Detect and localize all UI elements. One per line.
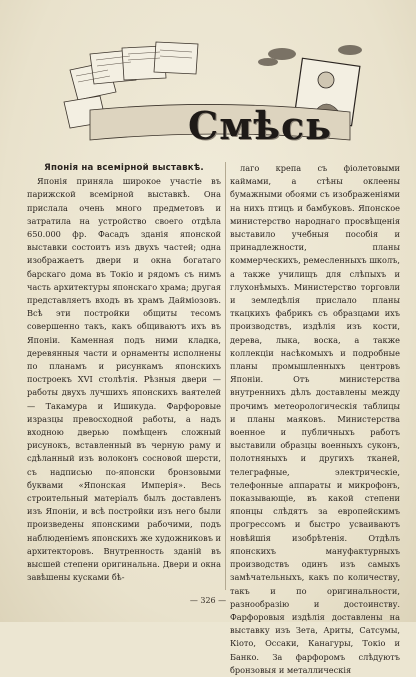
- right-column-text: лаго крепа съ фіолетовыми каймами, а стѣны оклеены бумажными обоями съ изображеніями на нихъ птицъ и бамбуковъ. Японское министерство народнаго просвѣщенія выставило учебныя пособія и принадлежности, планы коммерческихъ, ремесленныхъ школъ, а также училищъ для слѣпыхъ и глухонѣмыхъ. Министерство торговли и земледѣлія прислало планы ткацкихъ фабрикъ съ образцами ихъ производствъ, издѣлія изъ кости, дерева, лыка, воска, а также коллекціи насѣкомыхъ и подробные планы промышленныхъ центровъ Японіи. Отъ министерства внутреннихъ дѣлъ доставлены между прочимъ метеорологическія таблицы и планы маяковъ. Министерства военное и публичныхъ работъ выставили образцы военныхъ суконъ, полотняныхъ и другихъ тканей, телеграфные, электрическіе, телефонные аппараты и микрофонъ, показывающіе, въ какой степени японцы слѣдятъ за европейскимъ прогрессомъ и быстро усваиваютъ новѣйшія изобрѣтенія. Отдѣлъ японскихъ мануфактурныхъ производствъ одинъ изъ самыхъ замѣчательныхъ, какъ по количеству, такъ и по оригинальности, разнообразію и достоинству. Фарфоровыя издѣлія доставлены на выставку изъ Зета, Ариты, Сатсумы, Кіото, Оссаки, Канагуры, Токіо и Банко. За фарфоромъ слѣдуютъ бронзовыя и металлическія: [230, 163, 400, 675]
- page-title: Смѣсь: [188, 103, 332, 148]
- left-column-text: Японія приняла широкое участіе въ парижской всемірной выставкѣ. Она прислала очень много предметовъ и затратила на устройство своего отдѣла 650.000 фр. Фасадъ зданія японской выставки состоитъ изъ двухъ частей; одна изображаетъ двери и окна богатаго барскаго дома въ Токіо и рядомъ съ нимъ часть архитектуры японскаго храма; другая представляетъ входъ въ храмъ Дайміозовъ. Всѣ эти постройки общиты тесомъ совершенно такъ, какъ общиваютъ ихъ въ Японіи. Каменная подъ ними кладка, деревянныя части и орнаменты исполнены по планамъ и рисункамъ японскихъ построекъ XVI столѣтія. Рѣзныя двери — работы двухъ лучшихъ японскихъ ваятелей — Такамура и Ишикуда. Фарфоровые изразцы превосходной работы, а надъ входною дверью помѣщенъ сложный рисунокъ, вставленный въ черную раму и сдѣланный изъ волоконъ сосновой шерсти, съ надписью по-японски бронзовыми буквами «Японская Имперія». Весь строительный матеріалъ былъ доставленъ изъ Японіи, и всѣ постройки изъ него были произведены японскими рабочими, подъ наблюденіемъ японскихъ же художниковъ и архитекторовъ. Внутренность зданій въ высшей степени оригинальна. Двери и окна завѣшены кусками бѣ-: [27, 176, 221, 583]
- column-divider: [225, 162, 226, 590]
- portrait-head: [318, 72, 334, 88]
- page-number: — 326 —: [189, 596, 227, 605]
- header-illustration: [60, 40, 372, 148]
- left-column: [27, 162, 221, 585]
- article-title: Японія на всемірной выставкѣ.: [44, 163, 204, 173]
